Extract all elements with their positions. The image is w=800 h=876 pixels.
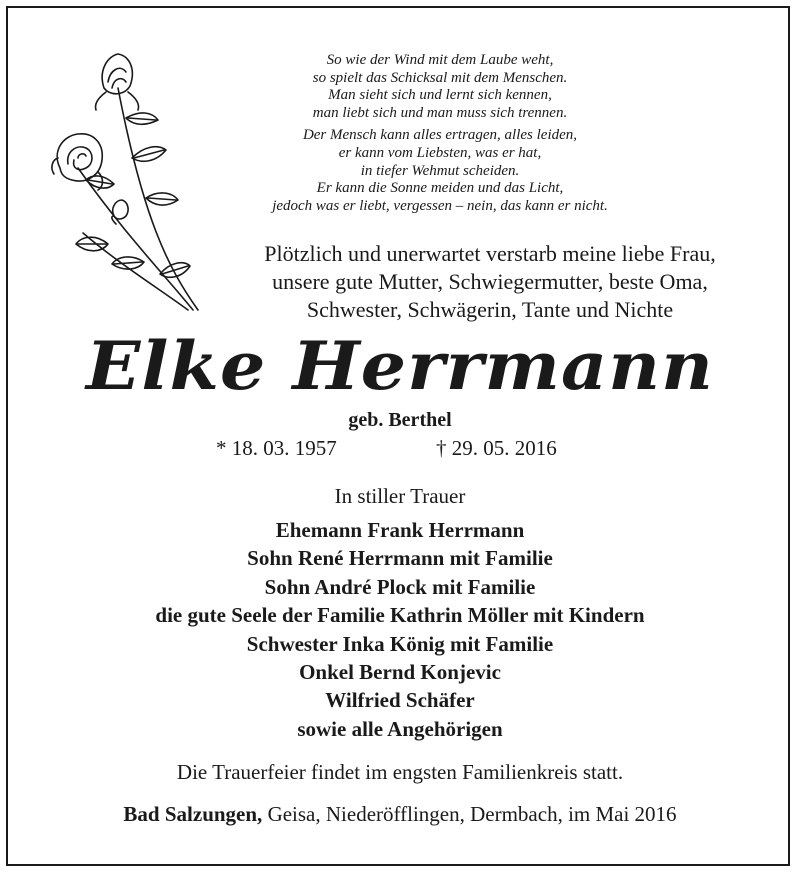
poem-line: Er kann die Sonne meiden und das Licht, xyxy=(316,180,564,197)
poem-line: Man sieht sich und lernt sich kennen, xyxy=(328,87,552,104)
announcement-line: Schwester, Schwägerin, Tante und Nichte xyxy=(306,297,674,322)
announcement-text xyxy=(210,240,770,324)
poem-line: in tiefer Wehmut scheiden. xyxy=(360,162,520,179)
list-item: die gute Seele der Familie Kathrin Möller mit Kindern xyxy=(155,603,645,628)
list-item: Sohn André Plock mit Familie xyxy=(264,574,536,599)
other-places: Geisa, Niederöfflingen, Dermbach, im Mai 2016 xyxy=(262,802,677,826)
poem-line: So wie der Wind mit dem Laube weht, xyxy=(326,52,554,68)
main-place: Bad Salzungen, xyxy=(123,802,263,826)
poem-line: jedoch was er liebt, vergessen – nein, das kann er nicht. xyxy=(272,197,608,214)
poem-line: man liebt sich und man muss sich trennen. xyxy=(312,104,568,121)
funeral-note: Die Trauerfeier findet im engsten Familienkreis statt. xyxy=(176,760,624,784)
mourning-label: In stiller Trauer xyxy=(334,484,466,508)
rose-icon xyxy=(48,48,206,316)
poem-line: Der Mensch kann alles ertragen, alles leiden, xyxy=(302,127,578,144)
list-item: sowie alle Angehörigen xyxy=(297,716,503,741)
maiden-name: geb. Berthel xyxy=(348,409,452,431)
poem-stanza-2 xyxy=(240,127,640,215)
list-item: Onkel Bernd Konjevic xyxy=(299,660,501,685)
list-item: Wilfried Schäfer xyxy=(325,688,475,713)
birth-date: * 18. 03. 1957 xyxy=(216,436,337,460)
deceased-name: Elke Herrmann xyxy=(85,327,715,405)
list-item: Sohn René Herrmann mit Familie xyxy=(247,546,553,571)
poem xyxy=(240,52,640,215)
list-item: Schwester Inka König mit Familie xyxy=(246,631,554,656)
mourners-list xyxy=(0,516,800,743)
death-date: † 29. 05. 2016 xyxy=(436,436,557,460)
list-item: Ehemann Frank Herrmann xyxy=(275,518,525,542)
poem-line: so spielt das Schicksal mit dem Menschen. xyxy=(312,69,568,86)
announcement-line: Plötzlich und unerwartet verstarb meine liebe Frau, xyxy=(264,241,716,266)
announcement-line: unsere gute Mutter, Schwiegermutter, beste Oma, xyxy=(272,269,708,294)
poem-line: er kann vom Liebsten, was er hat, xyxy=(338,144,542,161)
place-and-date xyxy=(0,802,800,826)
poem-stanza-1 xyxy=(240,52,640,122)
